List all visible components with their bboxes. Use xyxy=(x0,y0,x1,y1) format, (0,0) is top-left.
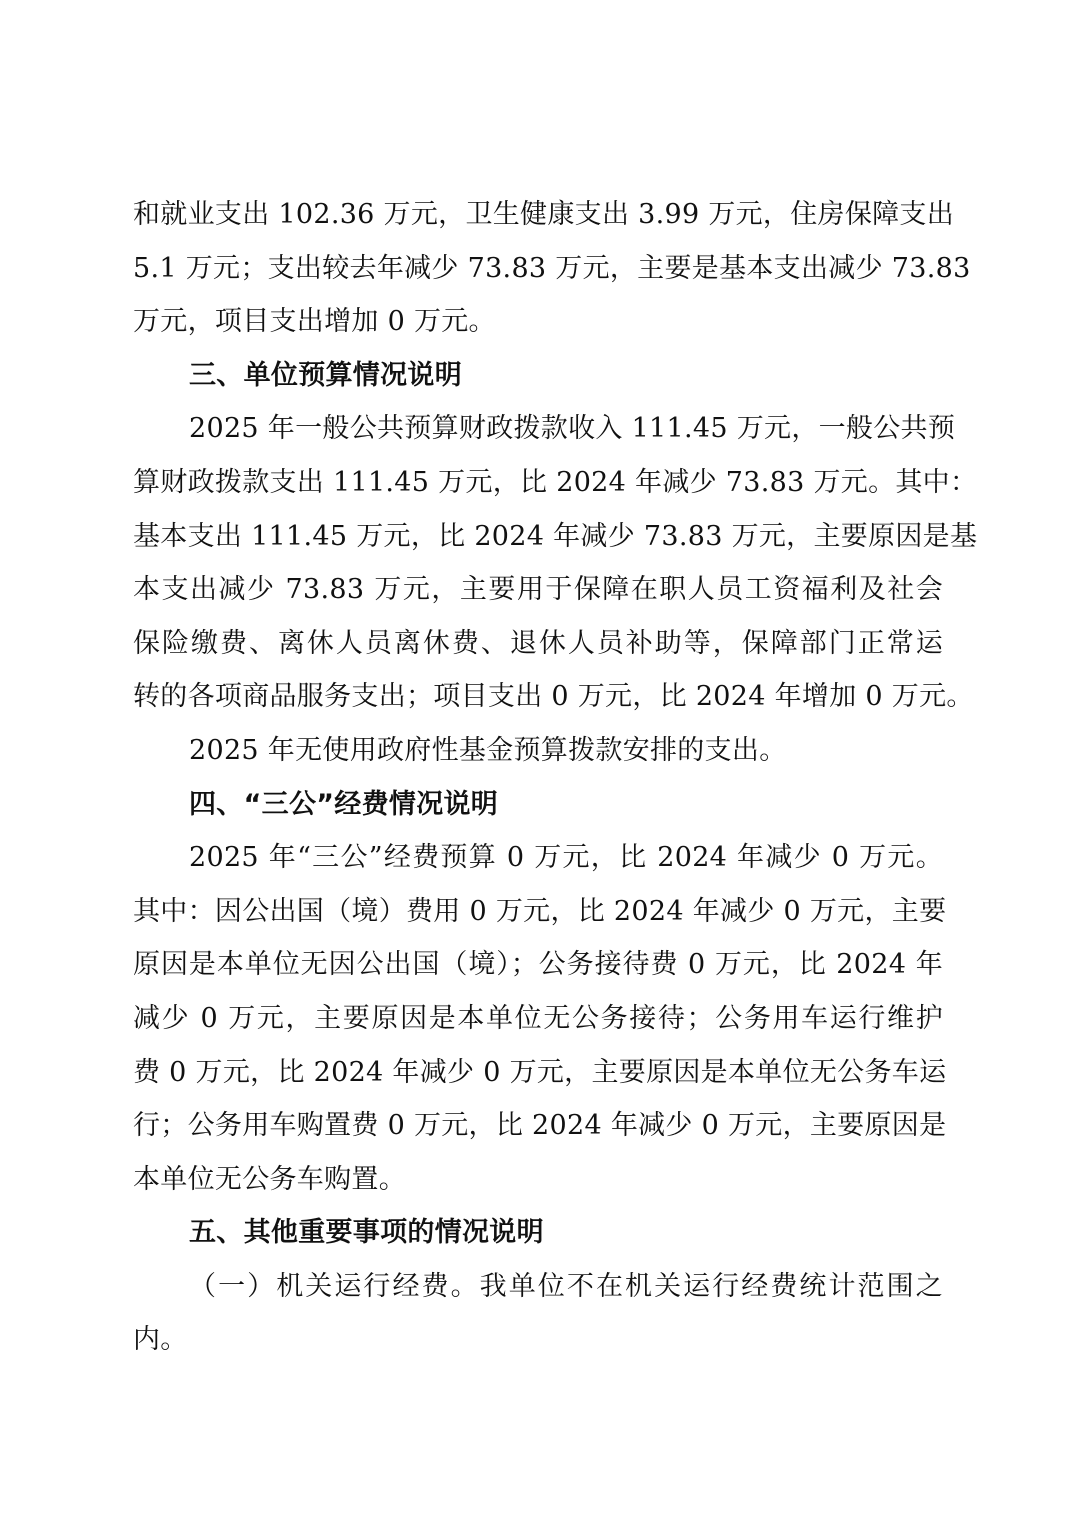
paragraph xyxy=(133,188,971,349)
text-line: 和就业支出 102.36 万元，卫生健康支出 3.99 万元，住房保障支出 xyxy=(133,199,955,230)
paragraph xyxy=(133,402,978,724)
section-heading xyxy=(133,778,943,832)
text-line: 减少 0 万元，主要原因是本单位无公务接待；公务用车运行维护 xyxy=(133,1002,943,1034)
text-line: 原因是本单位无因公出国（境）；公务接待费 0 万元，比 2024 年 xyxy=(133,949,943,981)
heading-text: 四、“三公”经费情况说明 xyxy=(189,788,499,820)
text-line: 本支出减少 73.83 万元，主要用于保障在职人员工资福利及社会 xyxy=(133,574,943,606)
text-line: （一）机关运行经费。我单位不在机关运行经费统计范围之 xyxy=(189,1270,943,1302)
text-line: 其中：因公出国（境）费用 0 万元，比 2024 年减少 0 万元，主要 xyxy=(133,895,947,927)
paragraph xyxy=(133,1260,943,1367)
section-heading xyxy=(133,349,943,403)
text-line: 万元，项目支出增加 0 万元。 xyxy=(133,306,496,338)
section-heading xyxy=(133,1206,943,1260)
text-line: 基本支出 111.45 万元，比 2024 年减少 73.83 万元，主要原因是基 xyxy=(133,520,978,552)
text-line: 5.1 万元；支出较去年减少 73.83 万元，主要是基本支出减少 73.83 xyxy=(133,252,971,284)
text-line: 费 0 万元，比 2024 年减少 0 万元，主要原因是本单位无公务车运 xyxy=(133,1056,947,1088)
text-line: 2025 年“三公”经费预算 0 万元，比 2024 年减少 0 万元。 xyxy=(189,842,943,874)
text-line: 内。 xyxy=(133,1324,188,1356)
paragraph xyxy=(133,831,947,1206)
text-line: 保险缴费、离休人员离休费、退休人员补助等，保障部门正常运 xyxy=(133,627,943,659)
document-page xyxy=(133,188,978,1367)
text-line: 行；公务用车购置费 0 万元，比 2024 年减少 0 万元，主要原因是 xyxy=(133,1110,947,1142)
text-line: 2025 年无使用政府性基金预算拨款安排的支出。 xyxy=(189,734,787,766)
heading-text: 五、其他重要事项的情况说明 xyxy=(189,1217,544,1249)
paragraph xyxy=(133,724,943,778)
text-line: 算财政拨款支出 111.45 万元，比 2024 年减少 73.83 万元。其中： xyxy=(133,466,978,498)
heading-text: 三、单位预算情况说明 xyxy=(189,359,462,391)
text-line: 2025 年一般公共预算财政拨款收入 111.45 万元，一般公共预 xyxy=(189,413,956,445)
text-line: 转的各项商品服务支出；项目支出 0 万元，比 2024 年增加 0 万元。 xyxy=(133,681,974,713)
text-line: 本单位无公务车购置。 xyxy=(133,1163,406,1195)
